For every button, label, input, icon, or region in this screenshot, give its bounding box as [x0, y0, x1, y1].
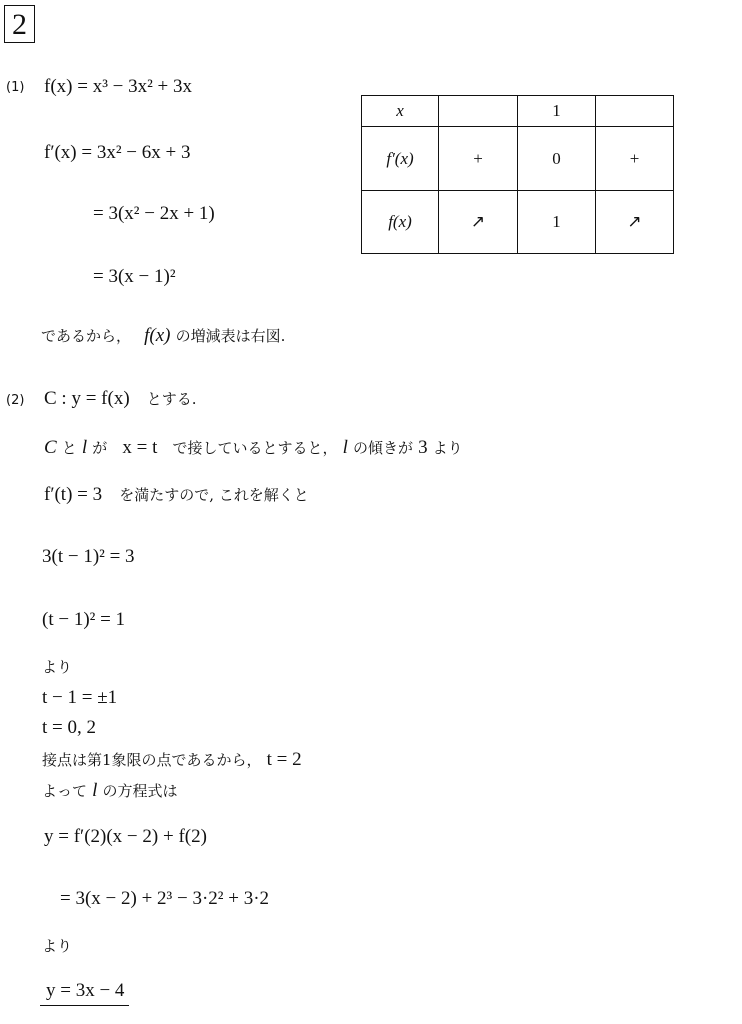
- part1-conclusion-a: であるから，: [41, 327, 132, 345]
- part2-therefore-a: よって: [42, 782, 88, 800]
- part2-line2-ga: が: [92, 439, 108, 457]
- table-row-fprime: [362, 127, 674, 191]
- part2-line1: [44, 388, 197, 410]
- table-cell: 1: [518, 191, 596, 254]
- part2-line3-math: f′(t) = 3: [44, 484, 103, 505]
- part2-line2: [44, 437, 463, 459]
- part1-line4: = 3(x − 1)²: [93, 266, 176, 287]
- part2-line2-text2: の傾きが: [352, 439, 413, 457]
- part2-line3-text: を満たすので, これを解くと: [119, 486, 309, 504]
- table-cell: +: [439, 127, 518, 191]
- part1-line3: = 3(x² − 2x + 1): [93, 203, 215, 224]
- table-cell: [596, 96, 674, 127]
- table-cell: ↗: [439, 191, 518, 254]
- part2-contact: [42, 749, 302, 771]
- part2-line2-to: と: [61, 439, 77, 457]
- answer-underline: [40, 1005, 129, 1006]
- part2-eq5: y = f′(2)(x − 2) + f(2): [44, 826, 207, 847]
- part2-therefore: [42, 780, 178, 802]
- part2-eq6: = 3(x − 2) + 2³ − 3·2² + 3·2: [60, 888, 270, 909]
- part1-conclusion-fx: f(x): [144, 325, 171, 346]
- table-cell: 0: [518, 127, 596, 191]
- part1-conclusion-b: の増減表は右図.: [175, 327, 286, 345]
- part1-line1: f(x) = x³ − 3x² + 3x: [44, 76, 193, 97]
- part1-line2: f′(x) = 3x² − 6x + 3: [44, 142, 191, 163]
- part2-therefore-b: の方程式は: [102, 782, 178, 800]
- part2-eq4: t = 0, 2: [42, 717, 96, 738]
- table-cell: x: [362, 96, 439, 127]
- part2-answer: y = 3x − 4: [46, 980, 125, 1001]
- part2-line2-text: で接しているとすると，: [172, 439, 338, 457]
- increase-decrease-table: [361, 95, 674, 254]
- table-row-f: [362, 191, 674, 254]
- part2-line2-text3: より: [432, 439, 463, 457]
- part2-line2-xt: x = t: [122, 437, 158, 458]
- part2-line2-3: 3: [418, 437, 428, 458]
- table-row-header: [362, 96, 674, 127]
- problem-number-box: 2: [4, 5, 35, 43]
- table-cell: [439, 96, 518, 127]
- part2-contact-math: t = 2: [266, 749, 302, 770]
- part2-eq1: 3(t − 1)² = 3: [42, 546, 135, 567]
- part2-contact-text: 接点は第1象限の点であるから，: [42, 751, 262, 769]
- table-cell: ↗: [596, 191, 674, 254]
- part1-label: (1): [6, 80, 25, 95]
- table-cell: 1: [518, 96, 596, 127]
- part2-yori1: より: [42, 658, 73, 676]
- part2-therefore-l: l: [92, 780, 98, 801]
- part2-eq3: t − 1 = ±1: [42, 687, 118, 708]
- part1-conclusion: [41, 325, 285, 347]
- part2-yori2: より: [42, 937, 73, 955]
- part2-eq2: (t − 1)² = 1: [42, 609, 126, 630]
- part2-line1-math: C : y = f(x): [44, 388, 130, 409]
- table-cell: f′(x): [362, 127, 439, 191]
- part2-label: (2): [6, 393, 25, 408]
- table-cell: +: [596, 127, 674, 191]
- part2-line3: [44, 484, 309, 506]
- part2-line1-text: とする.: [146, 390, 197, 408]
- table-cell: f(x): [362, 191, 439, 254]
- part2-line2-l2: l: [342, 437, 348, 458]
- part2-line2-C: C: [44, 437, 57, 458]
- part2-line2-l: l: [81, 437, 88, 458]
